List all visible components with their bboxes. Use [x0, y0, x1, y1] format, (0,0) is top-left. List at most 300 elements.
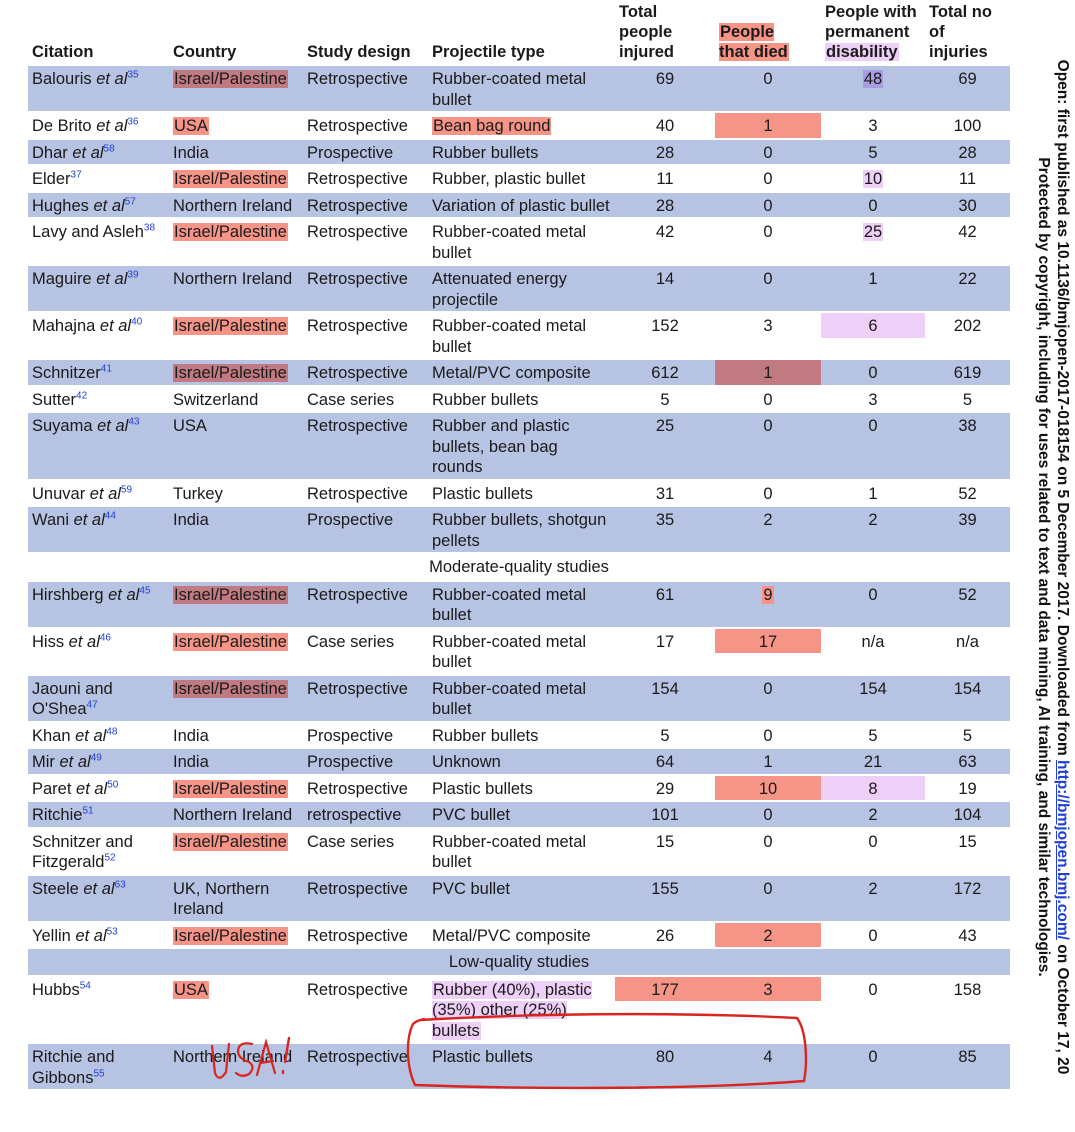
citation-et-al: et al: [99, 317, 132, 335]
cell-total-injured: [615, 977, 715, 1043]
reference-superscript: [121, 484, 132, 495]
cell-total-injuries-value: 39: [958, 511, 977, 529]
table-row: [28, 723, 1010, 748]
country-text: USA: [174, 980, 208, 999]
cell-total-injured-value: 64: [655, 753, 675, 771]
country-text: India: [173, 511, 209, 529]
reference-link[interactable]: 45: [139, 585, 151, 596]
cell-country: [169, 923, 303, 948]
reference-superscript: [82, 806, 93, 817]
citation-author: Balouris: [32, 70, 97, 88]
cell-people-died-value: 0: [763, 223, 773, 241]
country-text: Israel/Palestine: [174, 926, 287, 945]
cell-country: [169, 360, 303, 385]
cell-total-injured-value: 15: [655, 832, 675, 851]
margin-line-2: Protected by copyright, including for uses related to text and data mining, AI training, and similar technologies.: [1035, 157, 1052, 977]
citation-et-al: et al: [89, 484, 121, 503]
table-row: [28, 676, 1010, 721]
cell-total-injured: [615, 360, 715, 385]
cell-permanent-disability-value: 1: [868, 484, 878, 503]
cell-citation: [28, 481, 169, 506]
cell-total-injuries-value: 104: [953, 806, 982, 824]
study-design-text: Case series: [307, 390, 395, 409]
cell-projectile-type: [428, 166, 615, 191]
study-design-text: Retrospective: [307, 223, 408, 241]
reference-link[interactable]: 48: [106, 726, 118, 737]
country-text: India: [173, 143, 209, 162]
reference-link[interactable]: 54: [79, 980, 91, 991]
reference-link[interactable]: 42: [76, 390, 88, 401]
study-design-text: Case series: [307, 632, 395, 651]
projectile-text: Unknown: [432, 753, 501, 771]
country-text: Northern Ireland: [173, 806, 293, 824]
cell-total-injuries: [925, 140, 1010, 165]
citation-et-al: et al: [97, 417, 129, 435]
cell-people-died: [715, 113, 821, 138]
cell-permanent-disability: [821, 266, 925, 311]
cell-total-injuries: [925, 749, 1010, 774]
cell-permanent-disability-value: 0: [868, 832, 878, 851]
cell-study-design: [303, 829, 428, 874]
citation-et-al: et al: [93, 196, 125, 215]
cell-projectile-type: [428, 66, 615, 111]
cell-people-died: [715, 802, 821, 827]
table-row: [28, 923, 1010, 948]
reference-link[interactable]: 39: [127, 269, 139, 281]
table-row: [28, 266, 1010, 311]
cell-total-injured: [615, 676, 715, 721]
section-row: [28, 554, 1010, 580]
cell-citation: [28, 582, 169, 627]
cell-total-injured-value: 61: [655, 585, 675, 604]
cell-study-design: [303, 1044, 428, 1089]
cell-people-died-value: 0: [763, 679, 773, 698]
citation-author: Paret: [32, 779, 77, 798]
cell-study-design: [303, 507, 428, 552]
cell-citation: [28, 387, 169, 412]
reference-superscript: [115, 879, 126, 890]
country-text: Israel/Palestine: [174, 679, 287, 698]
country-text: Northern Ireland: [173, 270, 293, 288]
reference-superscript: [80, 980, 91, 991]
reference-link[interactable]: 44: [104, 510, 116, 522]
cell-citation: [28, 413, 169, 479]
cell-total-injuries: [925, 507, 1010, 552]
cell-country: [169, 977, 303, 1043]
country-text: Northern Ireland: [173, 1048, 293, 1066]
cell-total-injuries-value: 15: [958, 832, 977, 851]
reference-superscript: [107, 779, 118, 790]
study-design-text: Prospective: [307, 511, 394, 529]
cell-projectile-type: [428, 1044, 615, 1089]
study-design-text: Retrospective: [307, 879, 408, 898]
country-text: USA: [174, 117, 208, 135]
cell-total-injured: [615, 629, 715, 674]
cell-people-died-value: 2: [763, 511, 773, 529]
cell-citation: [28, 313, 169, 358]
reference-superscript: [104, 143, 115, 154]
margin-line-1: Open: first published as 10.1136/bmjopen-2017-018154 on 5 December 2017. Downloaded from http://bmjopen.bmj.com/ on October 17, 20: [1054, 59, 1071, 1075]
cell-permanent-disability-value: 10: [863, 170, 883, 188]
header-study-design: Study design: [307, 43, 411, 61]
citation-author: Hirshberg: [32, 585, 109, 604]
reference-link[interactable]: 41: [100, 363, 112, 375]
country-text: Israel/Palestine: [174, 779, 287, 798]
cell-permanent-disability: [821, 723, 925, 748]
country-text: UK, Northern Ireland: [173, 879, 270, 918]
study-design-text: Retrospective: [307, 779, 408, 798]
section-row: [28, 949, 1010, 975]
study-design-text: Retrospective: [307, 679, 408, 698]
cell-total-injured-value: 25: [655, 417, 675, 435]
cell-permanent-disability: [821, 387, 925, 412]
cell-total-injuries-value: 52: [958, 484, 977, 503]
reference-link[interactable]: 35: [127, 69, 139, 81]
cell-total-injuries: [925, 776, 1010, 801]
cell-total-injured: [615, 193, 715, 218]
cell-projectile-type: [428, 507, 615, 552]
study-design-text: Prospective: [307, 143, 394, 162]
country-text: Israel/Palestine: [174, 223, 287, 241]
cell-people-died: [715, 193, 821, 218]
cell-study-design: [303, 876, 428, 921]
projectile-text: Rubber-coated metal bullet: [432, 679, 587, 718]
cell-study-design: [303, 266, 428, 311]
cell-permanent-disability: [821, 166, 925, 191]
citation-author: Ritchie and Gibbons: [32, 1048, 115, 1087]
cell-total-injured: [615, 166, 715, 191]
cell-citation: [28, 507, 169, 552]
citation-author: Hiss: [32, 632, 69, 651]
cell-total-injuries-value: 158: [953, 980, 982, 999]
cell-permanent-disability: [821, 582, 925, 627]
cell-citation: [28, 360, 169, 385]
citation-author: Wani: [32, 511, 74, 529]
cell-study-design: [303, 113, 428, 138]
study-design-text: Retrospective: [307, 417, 408, 435]
reference-superscript: [91, 753, 102, 764]
country-text: Israel/Palestine: [174, 585, 287, 604]
reference-link[interactable]: 57: [124, 196, 136, 207]
cell-total-injured-value: 154: [651, 679, 679, 698]
bmjopen-link[interactable]: http://bmjopen.bmj.com/: [1054, 759, 1071, 940]
cell-people-died: [715, 829, 821, 874]
cell-total-injured-value: 35: [655, 511, 675, 529]
cell-country: [169, 776, 303, 801]
cell-study-design: [303, 481, 428, 506]
cell-permanent-disability-value: 3: [868, 117, 878, 135]
cell-total-injured: [615, 140, 715, 165]
citation-et-al: et al: [75, 926, 107, 945]
cell-study-design: [303, 582, 428, 627]
cell-study-design: [303, 360, 428, 385]
country-text: India: [173, 726, 209, 745]
cell-permanent-disability-value: 21: [863, 753, 883, 771]
citation-et-al: et al: [59, 753, 91, 771]
table-row: [28, 360, 1010, 385]
projectile-text: Rubber-coated metal bullet: [432, 832, 587, 871]
citation-author: Steele: [32, 879, 84, 898]
projectile-text: Metal/PVC composite: [432, 926, 591, 945]
cell-total-injuries-value: 172: [953, 879, 982, 898]
table-body: [28, 66, 1010, 1089]
reference-link[interactable]: 43: [128, 416, 140, 428]
country-text: Israel/Palestine: [174, 364, 287, 382]
cell-people-died: [715, 360, 821, 385]
cell-permanent-disability-value: 48: [863, 70, 883, 88]
table-row: [28, 219, 1010, 264]
cell-people-died: [715, 166, 821, 191]
cell-permanent-disability-value: 0: [868, 980, 878, 999]
cell-total-injured: [615, 413, 715, 479]
cell-people-died: [715, 1044, 821, 1089]
cell-people-died-value: 0: [763, 170, 773, 188]
table-row: [28, 749, 1010, 774]
cell-permanent-disability: [821, 481, 925, 506]
reference-link[interactable]: 40: [131, 316, 143, 328]
reference-superscript: [106, 726, 117, 737]
cell-country: [169, 140, 303, 165]
cell-study-design: [303, 723, 428, 748]
cell-people-died-value: 0: [763, 196, 773, 215]
reference-link[interactable]: 52: [104, 852, 116, 864]
cell-total-injuries: [925, 923, 1010, 948]
cell-total-injuries-value: 85: [958, 1048, 977, 1066]
cell-country: [169, 749, 303, 774]
cell-study-design: [303, 140, 428, 165]
cell-total-injuries-value: 11: [958, 170, 977, 188]
cell-country: [169, 219, 303, 264]
cell-citation: [28, 776, 169, 801]
reference-link[interactable]: 55: [93, 1068, 105, 1079]
reference-superscript: [105, 511, 116, 522]
cell-total-injured-value: 28: [655, 143, 675, 162]
cell-permanent-disability-value: 6: [821, 313, 925, 338]
cell-people-died: [715, 923, 821, 948]
cell-citation: [28, 723, 169, 748]
reference-link[interactable]: 63: [114, 879, 126, 890]
reference-link[interactable]: 58: [103, 143, 115, 154]
cell-total-injured: [615, 387, 715, 412]
cell-total-injuries-value: 22: [958, 270, 977, 288]
cell-total-injuries-value: 5: [962, 390, 973, 409]
header-died-highlight: People that died: [719, 23, 788, 61]
projectile-text: Attenuated energy projectile: [432, 270, 567, 309]
header-disability-highlight: disability: [826, 43, 898, 61]
cell-people-died-value: 0: [763, 143, 773, 162]
header-projectile-type: Projectile type: [432, 43, 545, 61]
cell-study-design: [303, 629, 428, 674]
table-row: [28, 1044, 1010, 1089]
cell-projectile-type: [428, 313, 615, 358]
citation-et-al: et al: [83, 879, 115, 898]
table-row: [28, 977, 1010, 1043]
cell-total-injuries: [925, 829, 1010, 874]
cell-country: [169, 387, 303, 412]
cell-projectile-type: [428, 749, 615, 774]
citation-author: Elder: [32, 170, 71, 188]
results-table: [28, 0, 1010, 1091]
citation-author: Hughes: [32, 196, 94, 215]
table-row: [28, 140, 1010, 165]
cell-projectile-type: [428, 676, 615, 721]
study-design-text: Retrospective: [307, 585, 408, 604]
cell-total-injuries: [925, 413, 1010, 479]
cell-permanent-disability: [821, 629, 925, 674]
cell-total-injuries: [925, 582, 1010, 627]
copyright-margin-note: [1030, 4, 1072, 1130]
table-row: [28, 387, 1010, 412]
cell-permanent-disability-value: 0: [868, 417, 878, 435]
cell-people-died-value: 4: [763, 1048, 773, 1066]
projectile-text: Rubber-coated metal bullet: [432, 223, 587, 262]
citation-et-al: et al: [96, 70, 128, 88]
cell-people-died-value: 0: [763, 832, 773, 851]
country-text: Israel/Palestine: [174, 832, 287, 851]
citation-author: Lavy and Asleh: [32, 223, 144, 241]
cell-permanent-disability: [821, 360, 925, 385]
table-row: [28, 776, 1010, 801]
cell-projectile-type: [428, 776, 615, 801]
cell-permanent-disability-value: 1: [868, 270, 878, 288]
projectile-text: PVC bullet: [432, 806, 510, 824]
cell-total-injuries-value: n/a: [956, 632, 979, 651]
cell-people-died-value: 3: [715, 977, 821, 1002]
cell-permanent-disability-value: 0: [868, 364, 878, 382]
cell-total-injured: [615, 829, 715, 874]
cell-permanent-disability: [821, 776, 925, 801]
reference-link[interactable]: 37: [70, 169, 82, 181]
cell-people-died: [715, 977, 821, 1043]
cell-permanent-disability: [821, 140, 925, 165]
cell-citation: [28, 140, 169, 165]
cell-total-injuries: [925, 723, 1010, 748]
citation-author: Mir: [32, 753, 60, 771]
cell-people-died-value: 0: [763, 806, 773, 824]
cell-people-died-value: 0: [763, 726, 773, 745]
cell-permanent-disability: [821, 923, 925, 948]
cell-country: [169, 66, 303, 111]
cell-permanent-disability-value: 3: [868, 390, 878, 409]
cell-total-injuries: [925, 876, 1010, 921]
projectile-text: Metal/PVC composite: [432, 364, 591, 382]
cell-permanent-disability: [821, 413, 925, 479]
cell-total-injured-value: 152: [651, 317, 679, 335]
citation-author: Sutter: [32, 390, 77, 409]
cell-total-injured-value: 17: [655, 632, 675, 651]
reference-link[interactable]: 36: [127, 116, 139, 128]
cell-people-died: [715, 66, 821, 111]
reference-link[interactable]: 50: [107, 779, 119, 790]
cell-total-injured: [615, 723, 715, 748]
cell-total-injuries: [925, 676, 1010, 721]
reference-link[interactable]: 59: [120, 484, 133, 495]
cell-country: [169, 313, 303, 358]
cell-people-died: [715, 413, 821, 479]
cell-people-died: [715, 676, 821, 721]
citation-author: Khan: [32, 726, 76, 745]
cell-projectile-type: [428, 266, 615, 311]
reference-link[interactable]: 49: [90, 752, 102, 764]
cell-people-died-value: 0: [763, 70, 773, 88]
projectile-text: Rubber-coated metal bullet: [432, 632, 587, 671]
cell-total-injured-value: 177: [615, 977, 715, 1002]
reference-superscript: [131, 317, 142, 328]
citation-author: Suyama: [32, 417, 98, 435]
cell-people-died: [715, 629, 821, 674]
country-text: Turkey: [173, 484, 223, 503]
cell-total-injuries: [925, 360, 1010, 385]
cell-total-injured: [615, 776, 715, 801]
reference-link[interactable]: 53: [106, 926, 118, 937]
reference-superscript: [139, 585, 150, 596]
cell-total-injured-value: 42: [655, 223, 675, 241]
study-design-text: Retrospective: [307, 1048, 408, 1066]
cell-total-injuries: [925, 66, 1010, 111]
cell-permanent-disability: [821, 829, 925, 874]
projectile-text: Bean bag round: [433, 117, 551, 135]
reference-link[interactable]: 47: [86, 699, 98, 711]
projectile-text: Rubber-coated metal bullet: [432, 585, 587, 624]
projectile-text: Rubber and plastic bullets, bean bag rounds: [432, 417, 570, 476]
projectile-text: Plastic bullets: [432, 1048, 533, 1066]
cell-study-design: [303, 313, 428, 358]
cell-total-injured: [615, 481, 715, 506]
cell-total-injuries-value: 42: [958, 223, 977, 241]
projectile-text: PVC bullet: [432, 879, 510, 898]
country-text: Israel/Palestine: [174, 317, 287, 335]
reference-superscript: [100, 632, 111, 643]
reference-link[interactable]: 38: [143, 222, 156, 234]
cell-permanent-disability-value: 2: [868, 511, 878, 529]
table-row: [28, 829, 1010, 874]
cell-country: [169, 193, 303, 218]
cell-total-injured-value: 40: [655, 117, 675, 135]
projectile-text: Variation of plastic bullet: [432, 196, 610, 215]
cell-total-injuries: [925, 629, 1010, 674]
citation-et-al: et al: [72, 143, 104, 162]
citation-et-al: et al: [108, 585, 140, 604]
reference-link[interactable]: 46: [99, 632, 111, 643]
citation-et-al: et al: [75, 726, 107, 745]
cell-people-died-value: 17: [715, 629, 821, 654]
cell-total-injuries-value: 63: [958, 753, 977, 771]
table-row: [28, 66, 1010, 111]
cell-total-injured-value: 11: [656, 170, 674, 188]
table-row: [28, 166, 1010, 191]
cell-projectile-type: [428, 629, 615, 674]
cell-permanent-disability: [821, 977, 925, 1043]
country-text: Israel/Palestine: [174, 70, 287, 88]
projectile-text: Rubber-coated metal bullet: [432, 70, 587, 109]
cell-total-injuries-value: 69: [958, 70, 977, 88]
cell-total-injured: [615, 876, 715, 921]
cell-total-injured-value: 612: [651, 364, 679, 382]
cell-projectile-type: [428, 481, 615, 506]
reference-link[interactable]: 51: [82, 805, 94, 817]
cell-people-died: [715, 749, 821, 774]
cell-permanent-disability-value: 0: [868, 1048, 878, 1066]
cell-country: [169, 629, 303, 674]
cell-projectile-type: [428, 582, 615, 627]
cell-total-injured-value: 26: [655, 926, 675, 945]
projectile-text: Plastic bullets: [432, 484, 533, 503]
citation-author: Dhar: [32, 143, 73, 162]
table-row: [28, 313, 1010, 358]
country-text: Northern Ireland: [173, 196, 293, 215]
cell-total-injuries-value: 5: [962, 726, 973, 745]
cell-projectile-type: [428, 140, 615, 165]
